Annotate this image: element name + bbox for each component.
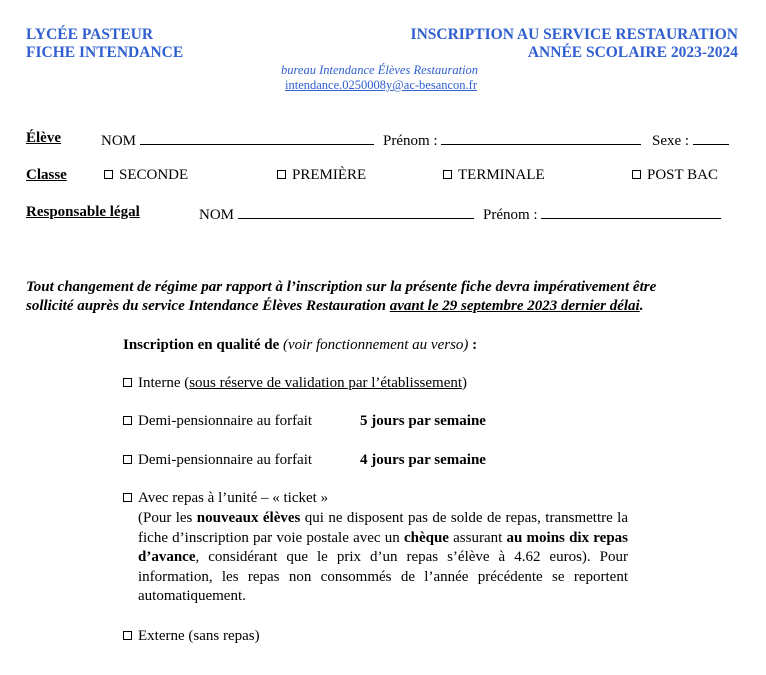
eleve-nom — [101, 130, 374, 150]
classe-option-post-bac[interactable]: POST BAC — [632, 167, 718, 184]
office-email[interactable]: intendance.0250008y@ac-besancon.fr — [285, 78, 477, 92]
classe-label: Classe — [26, 167, 67, 183]
inscription-heading: Inscription en qualité de (voir fonctionnement au verso) : — [123, 337, 478, 353]
option-demi-pension-4[interactable]: Demi-pensionnaire au forfait — [123, 452, 312, 469]
ticket-explanation: (Pour les nouveaux élèves qui ne disposent pas de solde de repas, transmettre la fiche d’inscription par voie postale avec un chèque assurant au moins dix repas d’avance, considérant que le prix d’un repas s’élève à 4.62 euros). Pour information, les repas non consommés de l’année précédente se reportent automatiquement. — [138, 510, 629, 604]
checkbox-icon[interactable] — [104, 170, 113, 179]
responsable-nom — [199, 204, 474, 224]
form-title: INSCRIPTION AU SERVICE RESTAURATION — [410, 26, 738, 43]
eleve-prenom-field[interactable] — [441, 130, 641, 145]
option-demi-pension-5[interactable]: Demi-pensionnaire au forfait — [123, 413, 312, 430]
school-name: LYCÉE PASTEUR — [26, 26, 154, 43]
demi-pension-5-days: 5 jours par semaine — [360, 413, 486, 429]
option-ticket[interactable]: Avec repas à l’unité – « ticket » — [123, 490, 328, 507]
eleve-nom-field[interactable] — [140, 130, 374, 145]
responsable-nom-label: NOM — [199, 207, 235, 223]
checkbox-icon[interactable] — [123, 416, 132, 425]
classe-option-seconde[interactable]: SECONDE — [104, 167, 188, 184]
responsable-prenom-label: Prénom : — [483, 207, 538, 223]
classe-option-terminale[interactable]: TERMINALE — [443, 167, 545, 184]
notice-deadline: avant le 29 septembre 2023 dernier délai — [389, 298, 640, 314]
checkbox-icon[interactable] — [123, 455, 132, 464]
checkbox-icon[interactable] — [443, 170, 452, 179]
responsable-prenom — [483, 204, 721, 224]
checkbox-icon[interactable] — [123, 493, 132, 502]
responsable-prenom-field[interactable] — [541, 204, 721, 219]
demi-pension-4-days: 4 jours par semaine — [360, 452, 486, 468]
responsable-label: Responsable légal — [26, 204, 140, 220]
checkbox-icon[interactable] — [277, 170, 286, 179]
classe-option-premiere[interactable]: PREMIÈRE — [277, 167, 366, 184]
notice-line-2: sollicité auprès du service Intendance Élèves Restauration avant le 29 septembre 2023 dernier délai. — [26, 298, 644, 314]
eleve-prenom-label: Prénom : — [383, 133, 438, 149]
option-interne[interactable]: Interne (sous réserve de validation par l’établissement) — [123, 375, 467, 392]
checkbox-icon[interactable] — [123, 378, 132, 387]
eleve-row — [26, 130, 61, 147]
interne-note: sous réserve de validation par l’établissement — [189, 375, 463, 391]
eleve-prenom — [383, 130, 641, 150]
eleve-sexe-field[interactable] — [693, 130, 729, 145]
office-name: bureau Intendance Élèves Restauration — [281, 63, 479, 77]
school-year: ANNÉE SCOLAIRE 2023-2024 — [527, 44, 738, 61]
checkbox-icon[interactable] — [632, 170, 641, 179]
eleve-sexe — [652, 130, 729, 150]
checkbox-icon[interactable] — [123, 631, 132, 640]
responsable-nom-field[interactable] — [238, 204, 474, 219]
notice-line-1: Tout changement de régime par rapport à l’inscription sur la présente fiche devra impérativement être — [26, 279, 657, 295]
form-type: FICHE INTENDANCE — [26, 44, 184, 61]
eleve-label: Élève — [26, 130, 61, 146]
eleve-nom-label: NOM — [101, 133, 137, 149]
option-externe[interactable]: Externe (sans repas) — [123, 628, 260, 645]
eleve-sexe-label: Sexe : — [652, 133, 690, 149]
